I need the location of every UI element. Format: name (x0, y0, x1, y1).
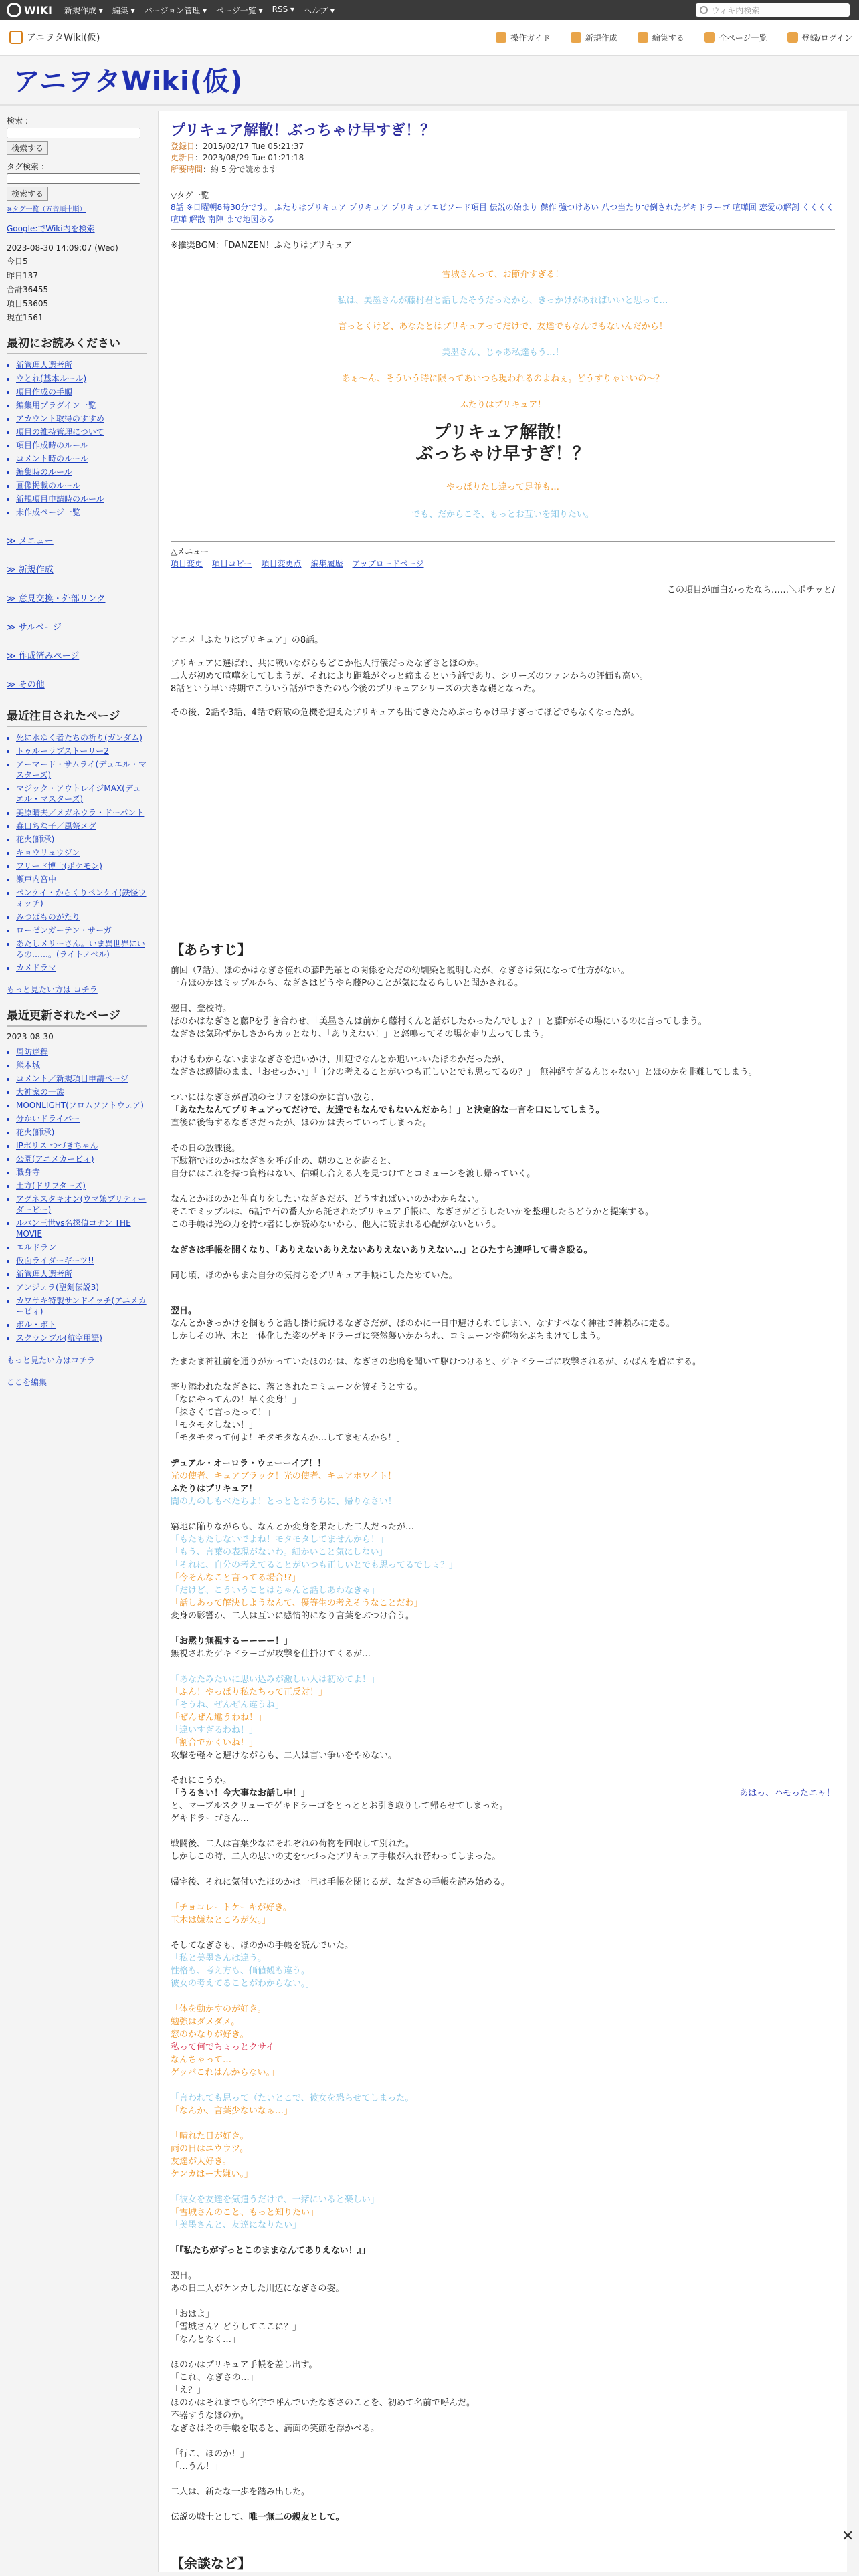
story-line: 「雪城さん？どうしてここに？」 (171, 2322, 302, 2332)
top-menu-item[interactable]: ヘルプ ▾ (304, 5, 335, 15)
story-line: そこでミップルは、6話で石の番人から託されたプリキュア手帳に、なぎさがどうしたいかを整理したらどうかと提案する。 (171, 1207, 654, 1217)
story-line: デュアル・オーロラ・ウェーーイブ！！ (171, 1459, 326, 1469)
story-line (171, 2232, 835, 2244)
site-toolbar (0, 20, 859, 56)
story-line: ほのかはそれまでも名字で呼んでいたなぎさのことを、初めて名前で呼んだ。 (171, 2398, 476, 2408)
story-line: ケンカはー大嫌い。」 (171, 2169, 253, 2179)
story-line: 「え？」 (171, 2385, 206, 2395)
site-home-link[interactable]: アニヲタWiki(仮) (9, 31, 100, 44)
story-line: 窮地に陥りながらも、なんとか変身を果たした二人だったが… (171, 1522, 415, 1532)
sidebar-section-link[interactable]: ≫ 作成済みページ (7, 651, 80, 661)
story-line (171, 1660, 835, 1673)
story-line: 私って何でちょっとクサイ (171, 2042, 275, 2052)
popular-item[interactable]: • ペンケイ・からくりペンケイ(鉄怪ウォッチ) (16, 887, 147, 909)
popular-item[interactable]: • キョウリュウジン (16, 847, 147, 858)
submenu-link[interactable]: 項目変更点 (261, 559, 302, 568)
tag-list-toggle[interactable]: ▽タグ一覧 (171, 191, 209, 200)
updated-item[interactable]: • IPポリス つづきちゃん (16, 1140, 147, 1151)
popular-item[interactable]: • 瀬戸内宮中 (16, 874, 147, 885)
sidebar-search-input[interactable] (7, 128, 140, 138)
sidebar-section-link[interactable]: ≫ メニュー (7, 536, 54, 546)
home-icon (9, 31, 23, 44)
updated-item[interactable]: • アンジェラ(聖剣伝説3) (16, 1282, 147, 1293)
updated-item[interactable]: • ルパン三世vs名探偵コナン THE MOVIE (16, 1218, 147, 1239)
story-line (171, 1257, 835, 1269)
story-line: 「今そんなこと言ってる場合!?」 (171, 1573, 301, 1583)
story-line: 勉強はダメダメ。 (171, 2017, 240, 2027)
must-read-item[interactable]: • 項目作成時のルール (16, 440, 147, 451)
must-read-item[interactable]: • 画像掲載のルール (16, 480, 147, 491)
story-line: なんとかきっかけを掴もうと話し掛け続けるなぎさだが、ほのかに一日中避けられてしまい、なすすべなく神社で神頼みに走る。 (171, 1319, 675, 1329)
story-line: なんとかほのかと仲直りをしたいなぎさだが、どうすればいいのかわからない。 (171, 1194, 484, 1204)
story-line: ほのかはなぎさと藤Pを引き合わせ、「美墨さんは前から藤村くんと話がしたかったんでしょ？」と藤Pがその場にいるのに言ってしまう。 (171, 1016, 707, 1027)
story-line: ゲッパこれはんからない。」 (171, 2068, 279, 2078)
story-line: なぎさは気恥ずかしさからカッとなり、「ありえない！」と怒鳴ってその場を走り去ってしまう。 (171, 1029, 549, 1039)
updated-item[interactable]: • エルドラン (16, 1242, 147, 1253)
story-line: 「探さくて言ったって！」 (171, 1408, 276, 1418)
story-line: 「美墨さんと、友達になりたい」 (171, 2220, 302, 2230)
tool-links (496, 32, 852, 43)
trivia-heading: 【余談など】 (171, 2555, 251, 2571)
story-line (171, 1231, 835, 1244)
popular-list (7, 732, 147, 973)
story-line: 闇の力のしもべたちよ！とっととおうちに、帰りなさい！ (171, 1497, 397, 1507)
story-line: 「ぜんぜん違うわね！」 (171, 1713, 267, 1723)
synopsis-heading: 【あらすじ】 (171, 942, 251, 958)
story-line (171, 1343, 835, 1356)
popular-item[interactable]: • 死に水ゆく者たちの祈り(ガンダム) (16, 732, 147, 743)
updated-item[interactable]: • アグネスタキオン(ウマ娘プリティーダービー) (16, 1194, 147, 1215)
story-line: 「私と美墨さんは違う。 (171, 1953, 267, 1963)
logo-icon (7, 3, 21, 17)
top-bar (0, 0, 859, 20)
intro-paragraph-1: アニメ「ふたりはプリキュア」の8話。 (171, 635, 324, 645)
story-line: その日の放課後。 (171, 1144, 241, 1154)
popular-item[interactable]: • ローゼンガーテン・サーガ (16, 925, 147, 936)
intro-quote: 私は、美墨さんが藤村君と話したそうだったから、きっかけがあればいいと思って… (337, 296, 668, 306)
banner-divider (0, 104, 859, 106)
stat-line: 合計36455 (7, 285, 49, 294)
wiki-logo[interactable]: WIKI (7, 3, 52, 17)
toolbar-icon (571, 32, 581, 43)
story-line: なぎさは手帳を開くなり、「ありえないありえないありえないありえない…」とひたすら連呼して書き殴る。 (171, 1245, 593, 1255)
stat-line: 現在1561 (7, 313, 43, 322)
urusai-prefix: それにこうか。 (171, 1776, 232, 1786)
intro-paragraph-4: 8話という早い時期でこういう話ができたのも今後のプリキュアシリーズの大きな礎となった。 (171, 684, 541, 694)
big-title (171, 422, 835, 465)
updated-item[interactable]: • 仮面ライダーギーツ!! (16, 1255, 147, 1266)
story-line: わけもわからないままなぎさを追いかけ、川辺でなんとか追いついたほのかだったが、 (171, 1055, 510, 1065)
story-line: 彼女の考えてることがわからない。」 (171, 1979, 314, 1989)
toolbar-link[interactable] (704, 32, 767, 43)
popular-item[interactable]: • 森口ちな子／風祭メグ (16, 821, 147, 831)
intro-paragraph-3: 二人が初めて喧嘩をしてしまうが、それにより距離がぐっと縮まるという話であり、シリーズのファンからの評価も高い。 (171, 671, 648, 681)
meta-line (171, 164, 835, 175)
big-title-line-1: プリキュア解散！ (434, 423, 572, 443)
story-line: 「モタモタしない！」 (171, 1420, 258, 1430)
sidebar-search-button[interactable]: 検索する (7, 141, 48, 155)
toolbar-link-label: 編集する (652, 33, 684, 43)
story-line: 玉木は嫌なところが欠。」 (171, 1915, 271, 1925)
story-line: 自分にはこれを持つ資格はない、信頼し合える人を見つけてとコミューンを渡し帰っていく。 (171, 1169, 536, 1179)
story-line: 「おはよ」 (171, 2309, 215, 2319)
popular-more-link[interactable]: もっと見たい方は コチラ (7, 985, 98, 994)
submenu-toggle[interactable]: △メニュー (171, 547, 209, 556)
story-line: 雨の日はユウウツ。 (171, 2144, 249, 2154)
must-read-item[interactable]: • 新規項目申請時のルール (16, 494, 147, 504)
stat-line: 項目53605 (7, 299, 49, 308)
futari-line: ふたりはプリキュア！ (459, 400, 547, 410)
sidebar (7, 112, 147, 1398)
stat-line: 昨日137 (7, 271, 38, 280)
sidebar-section-link[interactable]: ≫ 新規作成 (7, 565, 54, 575)
story-line: 変身の影響か、二人は互いに感情的になり言葉をぶつけ合う。 (171, 1611, 415, 1621)
story-line: 「『私たちがずっとこのままなんてありえない！』」 (171, 2246, 371, 2256)
updated-item[interactable]: • 土方(ドリフターズ) (16, 1180, 147, 1191)
story-line: 帰宅後、それに気付いたほのかは一旦は手帳を閉じるが、なぎさの手帳を読み始める。 (171, 1877, 510, 1887)
story-line (171, 990, 835, 1002)
story-line (171, 1444, 835, 1457)
story-line: 友達が大好き。 (171, 2157, 231, 2167)
must-read-item[interactable]: • 項目の維持管理について (16, 427, 147, 437)
updated-item[interactable]: • MOONLIGHT(フロムソフトウェア) (16, 1100, 147, 1111)
story-line (171, 1825, 835, 1838)
intro-quote: 美墨さん、じゃあ私達もう…！ (442, 348, 564, 358)
meta-line (171, 141, 835, 152)
story-line: 前回（7話）、ほのかはなぎさ憧れの藤P先輩との関係をただの幼馴染と説明したが、なぎさは気になって仕方がない。 (171, 966, 630, 976)
meta-key: 所要時間 (171, 165, 203, 174)
updated-item[interactable]: • 花火(師承) (16, 1127, 147, 1138)
story-line: 「そうね、ぜんぜん違うね」 (171, 1700, 284, 1710)
story-line: しかしこの時、二人の思いの丈をつづったプリキュア手帳が入れ替わってしまった。 (171, 1852, 501, 1862)
updated-item[interactable]: • スクランブル(航空用語) (16, 1333, 147, 1344)
story-line: たまたま神社前を通りがかっていたほのかは、なぎさの悲鳴を聞いて駆けつけると、ゲキドラーゴに攻撃されるが、かばんを盾にする。 (171, 1357, 702, 1367)
sidebar-section-link[interactable]: ≫ 意見交換・外部リンク (7, 594, 106, 604)
story-line (171, 1130, 835, 1142)
meta-value: ：2023/08/29 Tue 01:21:18 (195, 153, 304, 163)
outro-line-2: でも、だからこそ、もっとお互いを知りたい。 (411, 510, 594, 520)
story-line: 「なにやってんの！早く変身！」 (171, 1395, 302, 1405)
top-menu-item[interactable]: 新規作成 ▾ (64, 5, 103, 15)
top-menu-item[interactable]: バージョン管理 ▾ (144, 5, 207, 15)
popular-item[interactable]: • カメドラマ (16, 962, 147, 973)
story-line: 「彼女を友達を気遣うだけで、一緒にいると楽しい」 (171, 2195, 379, 2205)
updated-heading: 最近更新されたページ (7, 1006, 147, 1027)
stat-line: 今日5 (7, 257, 28, 266)
story-line: 「だけど、こういうことはちゃんと話しあわなきゃ」 (171, 1586, 380, 1596)
submenu-link[interactable]: 項目変更 (171, 559, 203, 568)
article-meta (171, 141, 835, 175)
submenu-links (171, 558, 835, 570)
updated-more-link[interactable]: もっと見たい方はコチラ (7, 1356, 96, 1365)
site-stats (7, 243, 147, 323)
tag-search-input[interactable] (7, 173, 140, 184)
toolbar-link[interactable] (496, 32, 551, 43)
story-line: 窓のかなりが好き。 (171, 2030, 249, 2040)
intro-quote: 言っとくけど、あなたとはプリキュアってだけで、友達でもなんでもないんだから！ (338, 322, 668, 332)
page-title: プリキュア解散！ぶっちゃけ早すぎ！？ (171, 122, 436, 139)
updated-item[interactable]: • 分かいドライバー (16, 1113, 147, 1124)
story-line: この手帳は光の力を持つ者にしか読めないから、他人に読まれる心配がないという。 (171, 1220, 502, 1230)
updated-item[interactable]: • 公園(アニメカービィ) (16, 1154, 147, 1164)
story-line: 「お黙り無視するーーーー！」 (171, 1636, 293, 1646)
story-line (171, 1508, 835, 1521)
popular-item[interactable]: • あたしメリーさん。いま異世界にいるの……。(ライトノベル) (16, 938, 147, 960)
toolbar-icon (704, 32, 715, 43)
story-line: 「それに、自分の考えてることがいつも正しいとでも思ってるでしょ？」 (171, 1560, 458, 1570)
popular-item[interactable]: • マジック・アウトレイジMAX(デュエル・マスターズ) (16, 783, 147, 804)
finale-bold: 唯一無二の親友として。 (248, 2512, 345, 2523)
story-line (171, 2295, 835, 2308)
google-search-link[interactable]: Google:でWiki内を検索 (7, 224, 95, 233)
mepple-aside: あはっ、ハモったニャ！ (739, 1788, 835, 1798)
story-line (171, 1622, 835, 1635)
story-line: 「なんか、言葉少ないなぁ…」 (171, 2106, 293, 2116)
popular-item[interactable]: • みつばものがたり (16, 911, 147, 922)
must-read-item[interactable]: • アカウント取得のすすめ (16, 413, 147, 424)
story-line (171, 1079, 835, 1091)
like-button[interactable]: この項目が面白かったなら……＼ポチッと/ (667, 585, 835, 595)
story-line: 「行こ、ほのか！」 (171, 2449, 250, 2459)
sidebar-section-link[interactable]: ≫ その他 (7, 680, 45, 690)
updated-item[interactable]: • 周防達程 (16, 1047, 147, 1057)
wiki-search-box[interactable]: ウィキ内検索 (696, 3, 850, 17)
meta-value: ：2015/02/17 Tue 05:21:37 (195, 142, 304, 151)
story-line (171, 1863, 835, 1876)
submenu-box (171, 541, 835, 574)
urusai-line: 「うるさい！今大事なお話し中！」 (171, 1788, 310, 1798)
story-line: 不器すうなほのか。 (171, 2411, 250, 2421)
story-line: 「チョコレートケーキが好き。 (171, 1903, 292, 1913)
story-line: 戦闘後、二人は言葉少なにそれぞれの荷物を回収して別れた。 (171, 1839, 415, 1849)
intro-quote: あぁ〜ん、そういう時に限ってあいつら現われるのよねぇ。どうすりゃいいの〜？ (341, 374, 664, 384)
finale-line (171, 2511, 835, 2524)
story-line: 無視されたゲキドラーゴが攻撃を仕掛けてくるが… (171, 1649, 371, 1659)
updated-list (7, 1047, 147, 1344)
story-line: ほのかはプリキュア手帳を差し出す。 (171, 2360, 318, 2370)
must-read-list (7, 360, 147, 518)
story-line: 直後に後悔するなぎさだったが、ほのかは去っていってしまった。 (171, 1118, 432, 1128)
finale-prefix: 伝説の戦士として、 (171, 2512, 249, 2523)
story-line (171, 2257, 835, 2270)
meta-key: 更新日 (171, 153, 195, 163)
toolbar-link-label: 新規作成 (585, 33, 617, 43)
story-line (171, 1041, 835, 1053)
tag-search-button[interactable]: 検索する (7, 187, 48, 201)
sidebar-section-link[interactable]: ≫ サルベージ (7, 623, 62, 633)
sidebar-sections (7, 534, 147, 690)
story-line: 「なんとなく…」 (171, 2335, 241, 2345)
story-line: 二人は、新たな一歩を踏み出した。 (171, 2487, 310, 2497)
outro-line-1: やっぱりたし違って足並も… (446, 482, 559, 492)
must-read-item[interactable]: • 編集用プラグイン一覧 (16, 400, 147, 411)
story-line: 同じ頃、ほのかもまた自分の気持ちをプリキュア手帳にしたためていた。 (171, 1271, 458, 1281)
search-icon (700, 6, 708, 14)
story-line: ふたりはプリキュア！ (171, 1484, 258, 1494)
story-line: 攻撃を軽々と避けながらも、二人は言い争いをやめない。 (171, 1751, 397, 1761)
popular-item[interactable]: • フリード博士(ポケモン) (16, 861, 147, 871)
story-line: 「あなたなんてプリキュアってだけで、友達でもなんでもないんだから！」と決定的な一言を口にしてしまう。 (171, 1105, 605, 1115)
story-line: 「体を動かすのが好き。 (171, 2004, 266, 2014)
top-menu-item[interactable]: 編集 ▾ (112, 5, 135, 15)
meta-line (171, 152, 835, 164)
intro-quotes (171, 268, 835, 385)
toolbar-icon (496, 32, 506, 43)
story-line (171, 2117, 835, 2130)
recommended-bgm: ※推奨BGM：「DANZEN！ふたりはプリキュア」 (171, 241, 361, 251)
must-read-item[interactable]: • ウとれ(基本ルール) (16, 373, 147, 384)
story-line: ゲキドラーゴさん… (171, 1814, 250, 1824)
story-line (171, 2079, 835, 2092)
story-line (171, 1990, 835, 2003)
story-line: ついにはなぎさが冒頭のセリフをほのかに言い放ち、 (171, 1093, 380, 1103)
story-line (171, 2181, 835, 2193)
story-line: 翌日。 (171, 2271, 197, 2281)
toolbar-link[interactable] (638, 32, 684, 43)
toolbar-link-label: 操作ガイド (510, 33, 551, 43)
article-main (158, 111, 847, 2572)
meta-value: ：約 5 分で読めます (203, 165, 278, 174)
story-line: 「もう、言葉の表現がないわ。細かいこと気にしない」 (171, 1547, 388, 1558)
close-icon[interactable]: ✕ (842, 2528, 854, 2545)
urusai-row (171, 1787, 835, 1800)
story-line: 寄り添われたなぎさに、落とされたコミューンを渡そうとする。 (171, 1382, 423, 1392)
story-line: 翌日。 (171, 1306, 197, 1316)
story-line: そしてなぎさも、ほのかの手帳を読んでいた。 (171, 1941, 354, 1951)
story-line: 翌日、登校時。 (171, 1004, 232, 1014)
popular-heading: 最近注目されたページ (7, 706, 147, 727)
toolbar-link[interactable] (571, 32, 617, 43)
must-read-item[interactable]: • 新管理人選考所 (16, 360, 147, 370)
story-line (171, 2498, 835, 2511)
story-line (171, 1180, 835, 1193)
story-line: と、マーブルスクリューでゲキドラーゴをとっととお引き取りして帰らせてしまった。 (171, 1801, 508, 1811)
top-menu-item[interactable]: RSS ▾ (272, 4, 295, 14)
updated-item[interactable]: • 職身寺 (16, 1167, 147, 1178)
story-line: 一方ほのかはミップルから、なぎさはどうやら藤Pのことが気になるらしいと聞かされる。 (171, 978, 524, 988)
story-line: 「雪城さんのこと、もっと知りたい」 (171, 2208, 319, 2218)
toolbar-link-label: 全ページ一覧 (719, 33, 767, 43)
updated-item[interactable]: • 大神家の一族 (16, 1087, 147, 1097)
updated-item[interactable]: • コメント／新規項目申請ページ (16, 1073, 147, 1084)
intro-paragraph-2: プリキュアに選ばれ、共に戦いながらもどこか他人行儀だったなぎさとほのか。 (171, 659, 484, 669)
toolbar-link[interactable] (787, 32, 852, 43)
tag-links[interactable]: 8話 ※日曜朝8時30分です。 ふたりはプリキュア プリキュア プリキュアエピソード項目 伝説の始まり 傑作 強つけあい 八つ当たりで倒されたゲキドラーゴ 喧嘩回 恋愛の解剖 くくくく喧嘩 解散 南陣 まで地図ある (171, 203, 834, 224)
story-line: なんちゃって… (171, 2055, 232, 2065)
updated-item[interactable]: • ボル・ボト (16, 1319, 147, 1330)
must-read-heading: 最初にお読みください (7, 334, 147, 354)
story-line: なぎさは感情のまま、「おせっかい」「自分の考えることがいつも正しいとでも思ってるの？」「無神経すぎるんじゃない」とほのかを非難してしまう。 (171, 1067, 757, 1077)
submenu-link[interactable]: 編集履歴 (310, 559, 343, 568)
story-line: 下駄箱でほのかはなぎさを呼び止め、朝のことを謝ると、 (171, 1156, 397, 1166)
must-read-item[interactable]: • 編集時のルール (16, 467, 147, 477)
story-line: 「モタモタって何よ！モタモタなんか…してませんから！」 (171, 1433, 405, 1443)
submenu-link[interactable]: 項目コピー (212, 559, 252, 568)
story-line: 「割合でかくいね！」 (171, 1738, 258, 1748)
intro-paragraph-5: その後、2話や3話、4話で解散の危機を迎えたプリキュアも出てきたためぶっちゃけ早すぎってほどでもなくなったが。 (171, 708, 640, 718)
story-line: 性格も、考え方も、価値観も違う。 (171, 1966, 310, 1976)
search-label: 検索 : (7, 116, 28, 126)
submenu-link[interactable]: アップロードページ (352, 559, 424, 568)
story-line (171, 1889, 835, 1901)
story-line (171, 1368, 835, 1381)
story-line: しかしその時、木と一体化した姿のゲキドラーゴに突然襲いかかられ、コミューンや荷物をぶちまけてしまう。 (171, 1331, 606, 1341)
story-line: 「ふん！やっぱり私たちって正反対！」 (171, 1687, 328, 1697)
synopsis-part-3 (171, 1800, 835, 2511)
toolbar-icon (638, 32, 648, 43)
story-line (171, 2346, 835, 2359)
sidebar-edit-link[interactable]: ここを編集 (7, 1378, 47, 1387)
tag-search-label: タグ検索 : (7, 162, 44, 171)
story-line: 「晴れた日が好き。 (171, 2131, 249, 2141)
top-menu (64, 5, 335, 16)
story-line (171, 1927, 835, 1939)
updated-item[interactable]: • 新管理人選考所 (16, 1269, 147, 1279)
popular-item[interactable]: • 美原晴夫／メガネウラ・ドーパント (16, 807, 147, 818)
story-line: 「言われても思って（たいとこで、彼女を恐らせてしまった。 (171, 2093, 414, 2103)
tag-list-link[interactable]: ※タグ一覧（五音順十順） (7, 206, 86, 213)
updated-date: 2023-08-30 (7, 1032, 54, 1041)
story-line: 「違いすぎるわね！」 (171, 1725, 258, 1735)
toolbar-link-label: 登録/ログイン (801, 33, 852, 43)
story-line (171, 2435, 835, 2448)
story-line: 「話しあって解決しようなんて、優等生の考えそうなことだわ」 (171, 1598, 423, 1608)
story-line: 光の使者、キュアブラック！光の使者、キュアホワイト！ (171, 1471, 397, 1481)
stat-line: 2023-08-30 14:09:07 (Wed) (7, 243, 118, 253)
must-read-item[interactable]: • コメント時のルール (16, 453, 147, 464)
intro-quote: 雪城さんって、お節介すぎる！ (442, 270, 564, 280)
story-line: なぎさはその手帳を取ると、満面の笑顔を浮かべる。 (171, 2424, 380, 2434)
popular-item[interactable]: • トゥルーラブストーリー2 (16, 746, 147, 756)
synopsis-part-1 (171, 964, 835, 1282)
site-banner[interactable]: アニヲタWiki(仮) (13, 66, 244, 97)
toolbar-icon (787, 32, 798, 43)
story-line: 「…うん！」 (171, 2462, 223, 2472)
meta-key: 登録日 (171, 142, 195, 151)
big-title-line-2: ぶっちゃけ早すぎ！？ (415, 444, 590, 464)
updated-item[interactable]: • カワサキ特製サンドイッチ(アニメカービィ) (16, 1295, 147, 1317)
tag-box (171, 185, 835, 230)
story-line: 「これ、なぎさの…」 (171, 2373, 258, 2383)
popular-item[interactable]: • アーマード・サムライ(デュエル・マスターズ) (16, 759, 147, 780)
updated-item[interactable]: • 熊本城 (16, 1060, 147, 1071)
synopsis-part-2 (171, 1305, 835, 1762)
story-line: あの日二人がケンカした川辺になぎさの姿。 (171, 2284, 345, 2294)
story-line (171, 2473, 835, 2486)
story-line: 「もたもたしないでよね！モタモタしてませんから！」 (171, 1535, 389, 1545)
popular-item[interactable]: • 花火(師承) (16, 834, 147, 845)
story-line: 「あなたみたいに思い込みが激しい人は初めてよ！」 (171, 1675, 380, 1685)
must-read-item[interactable]: • 未作成ページ一覧 (16, 507, 147, 518)
must-read-item[interactable]: • 項目作成の手順 (16, 387, 147, 397)
top-menu-item[interactable]: ページ一覧 ▾ (216, 5, 263, 15)
